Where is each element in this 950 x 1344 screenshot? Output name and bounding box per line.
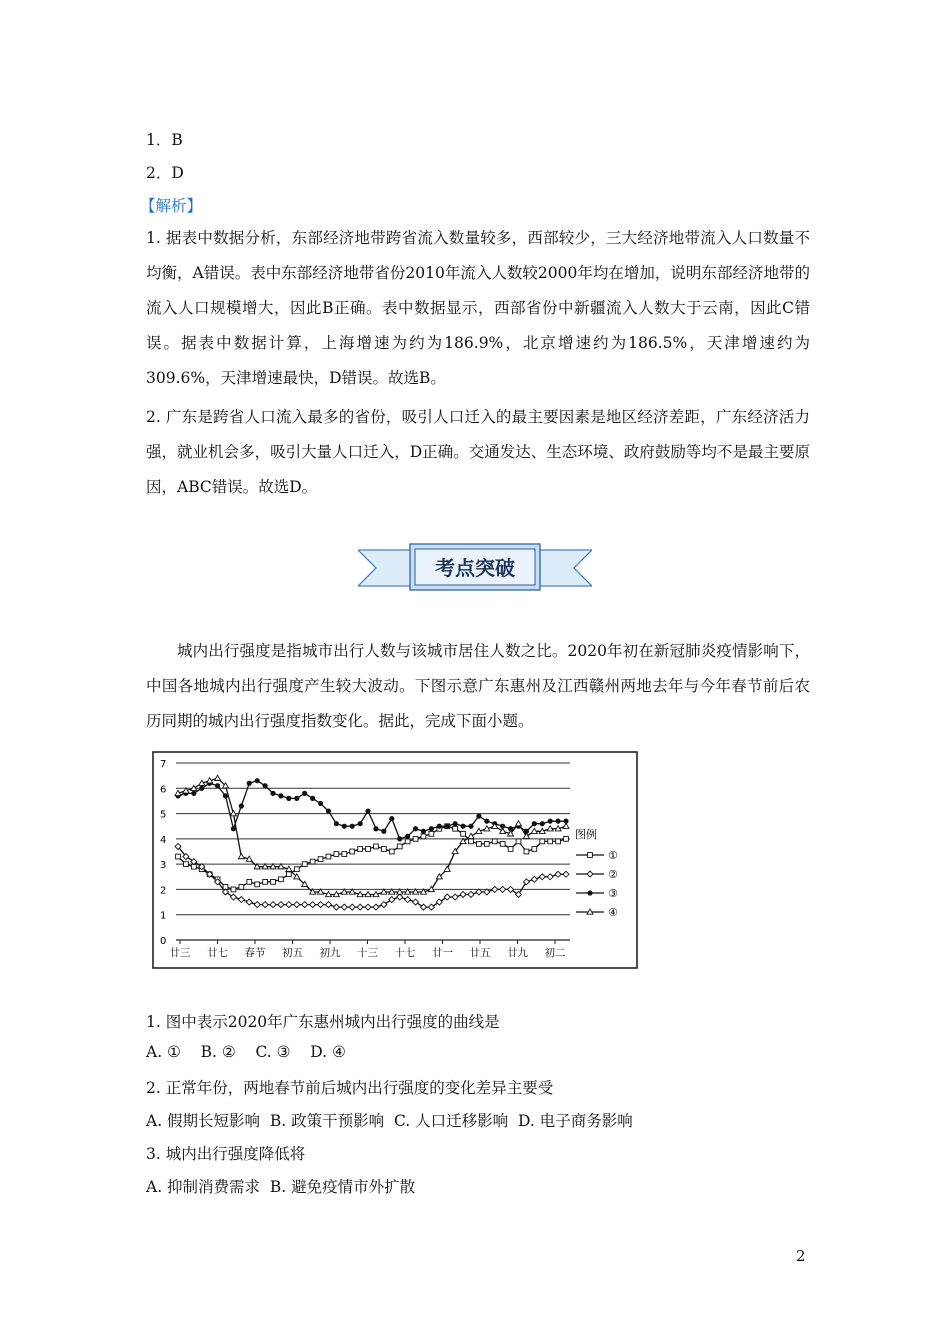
point-square <box>429 831 434 836</box>
y-tick-label: 4 <box>160 834 167 846</box>
point-circle <box>302 791 307 796</box>
y-tick-label: 0 <box>160 936 167 947</box>
answer-1: 1．B <box>146 131 183 149</box>
point-square <box>350 849 355 854</box>
point-circle <box>334 821 339 826</box>
legend-label: ③ <box>608 887 618 900</box>
point-square <box>556 839 561 844</box>
point-circle <box>270 791 275 796</box>
point-square <box>247 879 252 884</box>
point-square <box>453 826 458 831</box>
point-square <box>239 885 244 890</box>
point-circle <box>255 778 260 783</box>
point-square <box>389 849 394 854</box>
point-square <box>405 839 410 844</box>
point-circle <box>263 783 268 788</box>
x-tick-label: 初九 <box>319 947 341 959</box>
point-square <box>366 847 371 852</box>
point-circle <box>199 786 204 791</box>
point-circle <box>286 796 291 801</box>
point-square <box>461 831 466 836</box>
point-square <box>326 854 331 859</box>
point-square <box>421 834 426 839</box>
point-square <box>294 867 299 872</box>
question-2-options: A. 假期长短影响 B. 政策干预影响 C. 人口迁移影响 D. 电子商务影响 <box>146 1112 633 1130</box>
point-square <box>564 836 569 841</box>
point-square <box>548 839 553 844</box>
analysis-label: 【解析】 <box>140 197 203 215</box>
point-circle <box>405 834 410 839</box>
point-circle <box>326 808 331 813</box>
point-circle <box>231 826 236 831</box>
point-circle <box>421 829 426 834</box>
point-square <box>381 847 386 852</box>
point-circle <box>484 819 489 824</box>
point-square <box>176 854 181 859</box>
point-circle <box>460 824 465 829</box>
point-circle <box>413 826 418 831</box>
point-circle <box>381 829 386 834</box>
point-circle <box>350 824 355 829</box>
analysis-paragraph-1: 1. 据表中数据分析，东部经济地带跨省流入数量较多，西部较少，三大经济地带流入人口数量不均衡，A错误。表中东部经济地带省份2010年流入人数较2000年均在增加，说明东部经济地带的流入人口规模增大，因此B正确。表中数据显示，西部省份中新疆流入人数大于云南，因此C错误。据表中数据计算，上海增速为约为186.9%，北京增速约为186.5%，天津增速约为309.6%，天津增速最快，D错误。故选B。 <box>146 229 810 387</box>
point-circle <box>389 816 394 821</box>
point-circle <box>540 821 545 826</box>
point-square <box>508 847 513 852</box>
banner-text: 考点突破 <box>435 556 515 580</box>
point-square <box>524 849 529 854</box>
point-circle <box>239 803 244 808</box>
point-square <box>588 853 593 858</box>
x-tick-label: 十七 <box>394 947 416 959</box>
point-square <box>516 839 521 844</box>
point-square <box>231 887 236 892</box>
point-circle <box>397 836 402 841</box>
point-square <box>271 879 276 884</box>
point-square <box>532 847 537 852</box>
section-banner <box>358 540 592 594</box>
point-circle <box>373 826 378 831</box>
x-tick-label: 初五 <box>282 947 303 959</box>
point-square <box>374 844 379 849</box>
point-square <box>263 879 268 884</box>
x-tick-label: 十三 <box>357 947 378 959</box>
point-circle <box>310 796 315 801</box>
point-circle <box>532 821 537 826</box>
legend-label: ① <box>608 849 618 862</box>
point-square <box>310 859 315 864</box>
question-3-options: A. 抑制消费需求 B. 避免疫情市外扩散 <box>146 1178 416 1196</box>
question-1-options: A. ① B. ② C. ③ D. ④ <box>146 1043 346 1061</box>
y-tick-label: 3 <box>160 860 167 872</box>
legend-label: ② <box>608 868 618 881</box>
answer-2: 2．D <box>146 164 184 182</box>
point-circle <box>429 826 434 831</box>
point-circle <box>318 801 323 806</box>
x-tick-label: 廿九 <box>507 947 528 959</box>
point-square <box>540 839 545 844</box>
travel-intensity-chart <box>150 750 640 972</box>
point-circle <box>437 824 442 829</box>
point-square <box>255 882 260 887</box>
question-1: 1. 图中表示2020年广东惠州城内出行强度的曲线是 <box>146 1013 500 1031</box>
y-tick-label: 1 <box>160 910 167 922</box>
point-circle <box>476 814 481 819</box>
x-tick-label: 廿五 <box>469 947 491 959</box>
point-square <box>469 839 474 844</box>
point-circle <box>453 821 458 826</box>
y-tick-label: 2 <box>160 885 167 897</box>
point-circle <box>247 781 252 786</box>
point-circle <box>555 819 560 824</box>
analysis-paragraph-2: 2. 广东是跨省人口流入最多的省份，吸引人口迁入的最主要因素是地区经济差距，广东经济活力强，就业机会多，吸引大量人口迁入，D正确。交通发达、生态环境、政府鼓励等均不是最主要原因，ABC错误。故选D。 <box>146 408 810 496</box>
x-tick-label: 廿三 <box>169 947 191 959</box>
legend-label: ④ <box>608 906 618 919</box>
point-square <box>279 877 284 882</box>
point-circle <box>587 890 592 895</box>
page-number: 2 <box>796 1247 806 1265</box>
question-3: 3. 城内出行强度降低将 <box>146 1145 306 1163</box>
point-circle <box>342 824 347 829</box>
point-circle <box>215 783 220 788</box>
point-square <box>334 852 339 857</box>
point-square <box>492 839 497 844</box>
question-2: 2. 正常年份，两地春节前后城内出行强度的变化差异主要受 <box>146 1079 554 1097</box>
point-circle <box>468 824 473 829</box>
point-circle <box>278 793 283 798</box>
point-circle <box>365 808 370 813</box>
x-tick-label: 初二 <box>544 947 566 959</box>
point-square <box>413 836 418 841</box>
point-square <box>286 872 291 877</box>
point-circle <box>358 821 363 826</box>
point-square <box>342 852 347 857</box>
point-circle <box>223 793 228 798</box>
intro-paragraph: 城内出行强度是指城市出行人数与该城市居住人数之比。2020年初在新冠肺炎疫情影响下，中国各地城内出行强度产生较大波动。下图示意广东惠州及江西赣州两地去年与今年春节前后农历同期的城内出行强度指数变化。据此，完成下面小题。 <box>146 642 810 730</box>
point-circle <box>548 819 553 824</box>
y-tick-label: 6 <box>160 784 167 796</box>
y-tick-label: 5 <box>160 809 167 821</box>
legend-title: 图例 <box>575 828 597 841</box>
point-square <box>397 844 402 849</box>
point-square <box>500 842 505 847</box>
point-square <box>476 842 481 847</box>
x-tick-label: 春节 <box>244 947 266 959</box>
point-square <box>318 857 323 862</box>
point-circle <box>445 824 450 829</box>
x-tick-label: 廿一 <box>432 947 453 959</box>
point-circle <box>191 791 196 796</box>
point-square <box>302 862 307 867</box>
point-square <box>358 847 363 852</box>
point-circle <box>294 796 299 801</box>
x-tick-label: 廿七 <box>207 947 228 959</box>
point-square <box>184 862 189 867</box>
point-square <box>484 842 489 847</box>
y-tick-label: 7 <box>160 759 167 770</box>
